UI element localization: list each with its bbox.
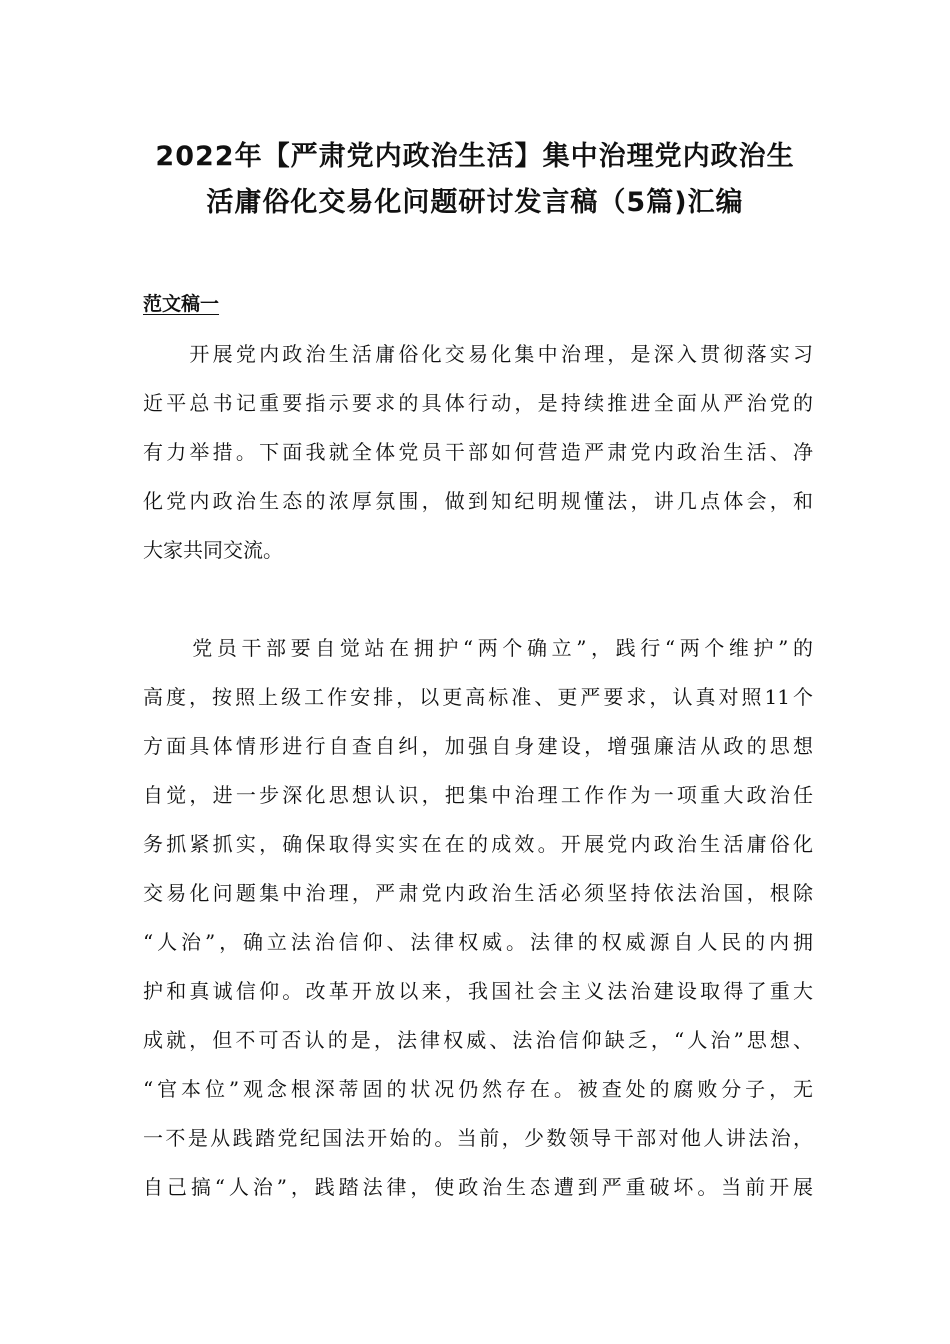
paragraph-line: 护和真诚信仰。改革开放以来，我国社会主义法治建设取得了重大 xyxy=(143,979,813,1003)
paragraph-line: 自己搞“人治”，践踏法律，使政治生态遭到严重破坏。当前开展 xyxy=(143,1175,813,1199)
paragraph-line: 有力举措。下面我就全体党员干部如何营造严肃党内政治生活、净 xyxy=(143,440,813,464)
paragraph-line: 成就，但不可否认的是，法律权威、法治信仰缺乏，“人治”思想、 xyxy=(143,1028,813,1052)
paragraph-line: 近平总书记重要指示要求的具体行动，是持续推进全面从严治党的 xyxy=(143,391,813,415)
paragraph-line: 开展党内政治生活庸俗化交易化集中治理，是深入贯彻落实习 xyxy=(143,342,813,366)
paragraph-line: 务抓紧抓实，确保取得实实在在的成效。开展党内政治生活庸俗化 xyxy=(143,832,813,856)
paragraph-line: “人治”，确立法治信仰、法律权威。法律的权威源自人民的内拥 xyxy=(143,930,813,954)
paragraph-line: 党员干部要自觉站在拥护“两个确立”，践行“两个维护”的 xyxy=(143,636,813,660)
paragraph-line: 方面具体情形进行自查自纠，加强自身建设，增强廉洁从政的思想 xyxy=(143,734,813,758)
paragraph-line: 交易化问题集中治理，严肃党内政治生活必须坚持依法治国，根除 xyxy=(143,881,813,905)
body-paragraph-1 xyxy=(143,330,813,575)
paragraph-line: 高度，按照上级工作安排，以更高标准、更严要求，认真对照11个 xyxy=(143,685,813,709)
paragraph-line: 化党内政治生态的浓厚氛围，做到知纪明规懂法，讲几点体会，和 xyxy=(143,489,813,513)
section-heading: 范文稿一 xyxy=(143,293,220,315)
body-paragraph-2 xyxy=(143,624,813,1212)
paragraph-line: 自觉，进一步深化思想认识，把集中治理工作作为一项重大政治任 xyxy=(143,783,813,807)
paragraph-line: 一不是从践踏党纪国法开始的。当前，少数领导干部对他人讲法治， xyxy=(143,1126,813,1150)
document-title-line-2: 活庸俗化交易化问题研讨发言稿（5篇)汇编 xyxy=(206,187,744,218)
paragraph-line: 大家共同交流。 xyxy=(143,538,283,562)
document-title-line-1: 2022年【严肃党内政治生活】集中治理党内政治生 xyxy=(155,141,795,172)
paragraph-line: “官本位”观念根深蒂固的状况仍然存在。被查处的腐败分子，无 xyxy=(143,1077,813,1101)
